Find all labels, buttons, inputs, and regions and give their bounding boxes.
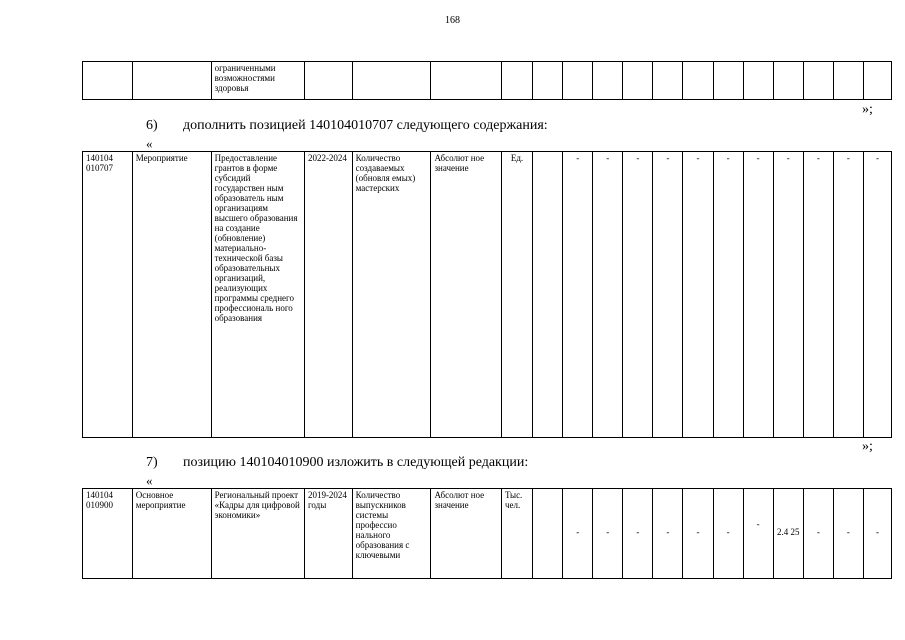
opening-quote: « — [146, 136, 153, 151]
cell-value: - — [743, 152, 773, 438]
cell-name: ограниченными возможностями здоровья — [211, 62, 304, 100]
cell-value: 2.4 25 — [773, 489, 803, 579]
cell-indicator: Количество создаваемых (обновля емых) мастерских — [352, 152, 431, 438]
cell-value: - — [563, 152, 593, 438]
cell-value: - — [683, 152, 713, 438]
cell-indicator-type: Абсолют ное значение — [431, 489, 502, 579]
cell-name: Предоставление грантов в форме субсидий государствен ным образователь ным организациям высшего образования на создание (обновление) материально-технической базы образовательных организаций, реализующих программы среднего профессиональ ного образования — [211, 152, 304, 438]
cell-value: - — [683, 489, 713, 579]
table-fragment-top — [82, 61, 892, 100]
cell-value: - — [803, 152, 833, 438]
cell-unit: Ед. — [501, 152, 532, 438]
cell-value: - — [773, 152, 803, 438]
cell-value — [533, 489, 563, 579]
cell-period: 2022-2024 — [304, 152, 352, 438]
table-row — [83, 152, 892, 438]
cell-value: - — [563, 489, 593, 579]
cell-value: - — [593, 489, 623, 579]
page-number: 168 — [445, 15, 460, 26]
cell-value: - — [653, 489, 683, 579]
cell-indicator-type: Абсолют ное значение — [431, 152, 502, 438]
closing-quote: »; — [862, 102, 873, 117]
cell-code: 140104 010900 — [83, 489, 133, 579]
table-item7 — [82, 488, 892, 579]
cell-value: - — [653, 152, 683, 438]
cell-value: - — [833, 152, 863, 438]
cell-type: Мероприятие — [132, 152, 211, 438]
cell-value: - — [713, 489, 743, 579]
cell-period: 2019-2024 годы — [304, 489, 352, 579]
cell-value — [533, 152, 563, 438]
cell-unit: Тыс. чел. — [501, 489, 532, 579]
cell-code: 140104 010707 — [83, 152, 133, 438]
table-row — [83, 62, 892, 100]
cell-value: - — [623, 489, 653, 579]
item7-text: позицию 140104010900 изложить в следующей редакции: — [183, 455, 529, 470]
cell-value: - — [743, 489, 773, 579]
cell-indicator: Количество выпускников системы профессио нального образования с ключевыми — [352, 489, 431, 579]
item7-number: 7) — [146, 455, 158, 470]
cell-name: Региональный проект «Кадры для цифровой экономики» — [211, 489, 304, 579]
cell-value: - — [593, 152, 623, 438]
cell-value: - — [623, 152, 653, 438]
cell-type: Основное мероприятие — [132, 489, 211, 579]
closing-quote: »; — [862, 439, 873, 454]
cell-value: - — [803, 489, 833, 579]
cell-value: - — [863, 152, 891, 438]
cell-value: - — [833, 489, 863, 579]
table-item6 — [82, 151, 892, 438]
cell-value: - — [863, 489, 891, 579]
opening-quote: « — [146, 473, 153, 488]
table-row — [83, 489, 892, 579]
item6-text: дополнить позицией 140104010707 следующего содержания: — [183, 118, 548, 133]
item6-number: 6) — [146, 118, 158, 133]
cell-value: - — [713, 152, 743, 438]
